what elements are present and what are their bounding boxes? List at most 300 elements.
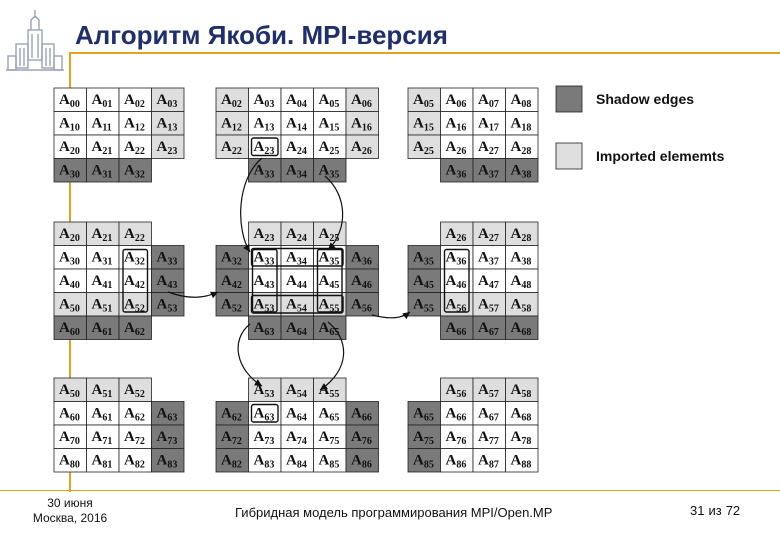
cell-label: $A_{65}$	[318, 405, 340, 424]
matrix-cell-owned	[119, 269, 152, 293]
cell-label: $A_{28}$	[510, 226, 532, 244]
cell-label: $A_{03}$	[156, 92, 178, 110]
matrix-cell-owned	[506, 425, 539, 449]
matrix-cell-owned	[473, 246, 506, 270]
cell-label: $A_{42}$	[221, 273, 242, 291]
matrix-cell-imported	[87, 378, 120, 402]
matrix-cell-shadow	[119, 316, 152, 340]
matrix-cell-imported	[216, 88, 249, 112]
cell-label: $A_{53}$	[156, 296, 178, 315]
cell-label: $A_{22}$	[124, 226, 145, 244]
matrix-cell-owned	[473, 269, 506, 293]
matrix-cell-owned	[54, 425, 87, 449]
matrix-cell-imported	[408, 112, 441, 136]
cell-label: $A_{56}$	[445, 382, 467, 400]
matrix-cell-shadow	[152, 425, 185, 449]
matrix-cell-imported	[249, 222, 282, 246]
matrix-cell-shadow	[506, 316, 539, 340]
cell-label: $A_{00}$	[59, 92, 80, 110]
cell-label: $A_{68}$	[510, 320, 532, 338]
cell-label: $A_{33}$	[253, 249, 275, 268]
cell-label: $A_{22}$	[124, 139, 145, 157]
matrix-cell-owned	[473, 135, 506, 159]
matrix-cell-owned	[249, 88, 282, 112]
matrix-cell-shadow	[119, 159, 152, 183]
cell-label: $A_{48}$	[510, 273, 532, 291]
footer-date-day: 30 июня	[47, 496, 93, 510]
legend-label: Imported elememts	[596, 148, 725, 164]
cell-label: $A_{72}$	[221, 429, 242, 447]
cell-label: $A_{53}$	[253, 382, 275, 400]
cell-label: $A_{51}$	[91, 296, 113, 315]
matrix-cell-shadow	[216, 246, 249, 270]
cell-label: $A_{50}$	[59, 382, 80, 400]
cell-label: $A_{57}$	[478, 382, 499, 400]
matrix-cell-owned	[506, 449, 539, 473]
cell-label: $A_{35}$	[318, 249, 340, 268]
matrix-cell-owned	[506, 246, 539, 270]
matrix-cell-owned	[119, 402, 152, 426]
matrix-cell-shadow	[408, 269, 441, 293]
cell-label: $A_{28}$	[510, 139, 532, 157]
matrix-cell-owned	[249, 269, 282, 293]
matrix-cell-shadow	[152, 402, 185, 426]
matrix-cell-owned	[54, 135, 87, 159]
matrix-cell-shadow	[473, 159, 506, 183]
matrix-cell-shadow	[408, 449, 441, 473]
footer-rule	[0, 490, 780, 491]
process-block-8	[216, 378, 379, 472]
cell-label: $A_{13}$	[156, 115, 178, 134]
cell-label: $A_{45}$	[318, 273, 340, 291]
matrix-cell-owned	[441, 402, 474, 426]
cell-label: $A_{85}$	[413, 452, 434, 471]
cell-label: $A_{63}$	[156, 405, 178, 424]
cell-label: $A_{71}$	[91, 429, 113, 447]
cell-label: $A_{13}$	[253, 115, 275, 134]
matrix-cell-shadow	[346, 246, 379, 270]
cell-label: $A_{36}$	[445, 249, 467, 268]
matrix-cell-shadow	[346, 269, 379, 293]
cell-label: $A_{54}$	[286, 382, 307, 400]
cell-label: $A_{26}$	[445, 139, 467, 157]
matrix-cell-imported	[506, 293, 539, 317]
matrix-cell-shadow	[216, 449, 249, 473]
matrix-cell-owned	[281, 449, 314, 473]
matrix-cell-shadow	[408, 246, 441, 270]
matrix-cell-imported	[249, 378, 282, 402]
matrix-cell-imported	[54, 293, 87, 317]
cell-label: $A_{65}$	[413, 405, 434, 424]
cell-label: $A_{83}$	[253, 452, 275, 471]
matrix-cell-owned	[473, 88, 506, 112]
process-block-5	[216, 222, 379, 340]
cell-label: $A_{53}$	[253, 296, 275, 315]
page-total: 72	[725, 503, 741, 518]
matrix-cell-owned	[54, 402, 87, 426]
matrix-cell-shadow	[249, 159, 282, 183]
matrix-cell-imported	[87, 222, 120, 246]
cell-label: $A_{43}$	[253, 273, 275, 291]
cell-label: $A_{83}$	[156, 452, 178, 471]
cell-label: $A_{78}$	[510, 429, 532, 447]
matrix-cell-shadow	[346, 402, 379, 426]
cell-label: $A_{54}$	[286, 296, 307, 315]
matrix-cell-owned	[506, 88, 539, 112]
matrix-cell-imported	[408, 135, 441, 159]
cell-label: $A_{23}$	[253, 139, 275, 157]
cell-label: $A_{18}$	[510, 115, 532, 134]
matrix-cell-owned	[249, 425, 282, 449]
cell-label: $A_{40}$	[59, 273, 80, 291]
cell-label: $A_{41}$	[91, 273, 113, 291]
matrix-cell-owned	[441, 449, 474, 473]
cell-label: $A_{27}$	[478, 139, 499, 157]
cell-label: $A_{21}$	[91, 139, 113, 157]
cell-label: $A_{77}$	[478, 429, 499, 447]
cell-label: $A_{30}$	[59, 162, 80, 181]
cell-label: $A_{75}$	[318, 429, 340, 447]
matrix-cell-owned	[473, 112, 506, 136]
cell-label: $A_{67}$	[478, 405, 499, 424]
matrix-cell-owned	[441, 425, 474, 449]
matrix-cell-shadow	[346, 293, 379, 317]
cell-label: $A_{56}$	[351, 296, 372, 315]
matrix-cell-owned	[441, 112, 474, 136]
cell-label: $A_{21}$	[91, 226, 113, 244]
cell-label: $A_{58}$	[510, 382, 532, 400]
matrix-cell-shadow	[216, 269, 249, 293]
cell-label: $A_{45}$	[413, 273, 434, 291]
cell-label: $A_{86}$	[351, 452, 372, 471]
cell-label: $A_{23}$	[253, 226, 275, 244]
matrix-cell-owned	[87, 269, 120, 293]
matrix-cell-shadow	[152, 293, 185, 317]
cell-label: $A_{06}$	[351, 92, 372, 110]
matrix-cell-shadow	[314, 159, 347, 183]
matrix-cell-shadow	[346, 425, 379, 449]
matrix-cell-owned	[473, 449, 506, 473]
matrix-cell-shadow	[281, 316, 314, 340]
cell-label: $A_{32}$	[221, 249, 242, 268]
matrix-cell-shadow	[216, 293, 249, 317]
cell-label: $A_{05}$	[318, 92, 340, 110]
matrix-cell-owned	[119, 425, 152, 449]
cell-label: $A_{35}$	[318, 162, 340, 181]
cell-label: $A_{31}$	[91, 162, 113, 181]
matrix-cell-owned	[87, 112, 120, 136]
cell-label: $A_{68}$	[510, 405, 532, 424]
cell-label: $A_{67}$	[478, 320, 499, 338]
cell-label: $A_{82}$	[221, 452, 242, 471]
matrix-cell-imported	[119, 378, 152, 402]
footer-course-title: Гибридная модель программирования MPI/Open.MP	[235, 505, 553, 520]
matrix-cell-shadow	[408, 293, 441, 317]
matrix-cell-owned	[441, 135, 474, 159]
matrix-cell-imported	[441, 222, 474, 246]
cell-label: $A_{24}$	[286, 139, 307, 157]
cell-label: $A_{10}$	[59, 115, 80, 134]
matrix-cell-shadow	[54, 159, 87, 183]
cell-label: $A_{25}$	[318, 226, 340, 244]
footer-page-number	[690, 503, 744, 518]
cell-label: $A_{25}$	[413, 139, 434, 157]
cell-label: $A_{20}$	[59, 139, 80, 157]
matrix-cell-owned	[87, 402, 120, 426]
matrix-cell-owned	[281, 112, 314, 136]
matrix-cell-imported	[473, 222, 506, 246]
cell-label: $A_{47}$	[478, 273, 499, 291]
cell-label: $A_{37}$	[478, 162, 499, 181]
cell-label: $A_{62}$	[221, 405, 242, 424]
cell-label: $A_{61}$	[91, 405, 113, 424]
cell-label: $A_{72}$	[124, 429, 145, 447]
cell-label: $A_{60}$	[59, 320, 80, 338]
matrix-cell-owned	[54, 449, 87, 473]
matrix-cell-owned	[281, 425, 314, 449]
matrix-cell-shadow	[281, 159, 314, 183]
matrix-cell-shadow	[473, 316, 506, 340]
matrix-cell-shadow	[408, 402, 441, 426]
matrix-cell-owned	[54, 88, 87, 112]
matrix-cell-owned	[314, 135, 347, 159]
cell-label: $A_{51}$	[91, 382, 113, 400]
matrix-cell-imported	[346, 135, 379, 159]
cell-label: $A_{04}$	[286, 92, 307, 110]
matrix-cell-shadow	[152, 449, 185, 473]
matrix-cell-imported	[281, 378, 314, 402]
matrix-cell-shadow	[87, 316, 120, 340]
cell-label: $A_{76}$	[351, 429, 372, 447]
matrix-cell-shadow	[216, 425, 249, 449]
matrix-cell-owned	[314, 88, 347, 112]
cell-label: $A_{37}$	[478, 249, 499, 268]
cell-label: $A_{55}$	[413, 296, 434, 315]
matrix-cell-owned	[506, 112, 539, 136]
cell-label: $A_{34}$	[286, 249, 307, 268]
cell-label: $A_{26}$	[351, 139, 372, 157]
cell-label: $A_{34}$	[286, 162, 307, 181]
cell-label: $A_{35}$	[413, 249, 434, 268]
cell-label: $A_{22}$	[221, 139, 242, 157]
matrix-cell-shadow	[441, 159, 474, 183]
matrix-cell-owned	[506, 269, 539, 293]
matrix-cell-imported	[152, 112, 185, 136]
matrix-cell-imported	[281, 222, 314, 246]
matrix-cell-owned	[87, 449, 120, 473]
cell-label: $A_{30}$	[59, 249, 80, 268]
matrix-cell-imported	[216, 112, 249, 136]
matrix-cell-owned	[54, 246, 87, 270]
legend-item	[556, 143, 725, 169]
matrix-cell-owned	[281, 269, 314, 293]
cell-label: $A_{58}$	[510, 296, 532, 315]
matrix-cell-owned	[314, 112, 347, 136]
cell-label: $A_{86}$	[445, 452, 467, 471]
matrix-cell-shadow	[216, 402, 249, 426]
footer-date	[0, 496, 140, 526]
matrix-cell-owned	[119, 135, 152, 159]
matrix-cell-owned	[314, 402, 347, 426]
cell-label: $A_{12}$	[124, 115, 145, 134]
cell-label: $A_{26}$	[445, 226, 467, 244]
matrix-cell-imported	[119, 222, 152, 246]
matrix-cell-owned	[473, 402, 506, 426]
matrix-cell-owned	[473, 425, 506, 449]
matrix-cell-owned	[249, 112, 282, 136]
matrix-cell-imported	[54, 222, 87, 246]
cell-label: $A_{33}$	[253, 162, 275, 181]
matrix-cell-imported	[346, 88, 379, 112]
matrix-cell-imported	[152, 135, 185, 159]
matrix-cell-owned	[119, 449, 152, 473]
matrix-cell-shadow	[249, 316, 282, 340]
matrix-cell-owned	[249, 449, 282, 473]
process-block-1	[54, 88, 184, 182]
matrix-cell-owned	[54, 112, 87, 136]
matrix-cell-owned	[119, 112, 152, 136]
cell-label: $A_{16}$	[445, 115, 467, 134]
cell-label: $A_{05}$	[413, 92, 434, 110]
matrix-cell-owned	[54, 269, 87, 293]
matrix-cell-imported	[87, 293, 120, 317]
cell-label: $A_{08}$	[510, 92, 532, 110]
cell-label: $A_{62}$	[124, 320, 145, 338]
matrix-cell-shadow	[314, 316, 347, 340]
matrix-cell-imported	[506, 378, 539, 402]
matrix-cell-imported	[216, 135, 249, 159]
cell-label: $A_{01}$	[91, 92, 113, 110]
cell-label: $A_{17}$	[478, 115, 499, 134]
cell-label: $A_{16}$	[351, 115, 372, 134]
cell-label: $A_{66}$	[445, 405, 467, 424]
cell-label: $A_{44}$	[286, 273, 307, 291]
cell-label: $A_{81}$	[91, 452, 113, 471]
cell-label: $A_{42}$	[124, 273, 145, 291]
cell-label: $A_{38}$	[510, 162, 532, 181]
matrix-cell-owned	[441, 88, 474, 112]
cell-label: $A_{80}$	[59, 452, 80, 471]
cell-label: $A_{64}$	[286, 405, 307, 424]
cell-label: $A_{57}$	[478, 296, 499, 315]
cell-label: $A_{74}$	[286, 429, 307, 447]
cell-label: $A_{65}$	[318, 320, 340, 338]
cell-label: $A_{23}$	[156, 139, 178, 157]
matrix-cell-owned	[314, 449, 347, 473]
cell-label: $A_{46}$	[351, 273, 372, 291]
matrix-cell-shadow	[87, 159, 120, 183]
cell-label: $A_{03}$	[253, 92, 275, 110]
cell-label: $A_{73}$	[156, 429, 178, 447]
matrix-cell-owned	[87, 88, 120, 112]
legend-swatch	[556, 143, 582, 169]
cell-label: $A_{20}$	[59, 226, 80, 244]
cell-label: $A_{38}$	[510, 249, 532, 268]
cell-label: $A_{52}$	[124, 296, 145, 315]
cell-label: $A_{60}$	[59, 405, 80, 424]
cell-label: $A_{70}$	[59, 429, 80, 447]
cell-label: $A_{75}$	[413, 429, 434, 447]
matrix-cell-owned	[281, 88, 314, 112]
cell-label: $A_{63}$	[253, 320, 275, 338]
cell-label: $A_{32}$	[124, 249, 145, 268]
matrix-cell-imported	[54, 378, 87, 402]
cell-label: $A_{63}$	[253, 405, 275, 424]
matrix-cell-imported	[408, 88, 441, 112]
cell-label: $A_{12}$	[221, 115, 242, 134]
matrix-cell-imported	[152, 88, 185, 112]
cell-label: $A_{52}$	[124, 382, 145, 400]
cell-label: $A_{55}$	[318, 382, 340, 400]
cell-label: $A_{02}$	[124, 92, 145, 110]
process-block-9	[408, 378, 538, 472]
page-current: 31	[690, 503, 705, 518]
matrix-cell-owned	[314, 269, 347, 293]
cell-label: $A_{02}$	[221, 92, 242, 110]
cell-label: $A_{36}$	[445, 162, 467, 181]
process-block-6	[408, 222, 538, 340]
matrix-cell-owned	[506, 402, 539, 426]
cell-label: $A_{62}$	[124, 405, 145, 424]
cell-label: $A_{15}$	[318, 115, 340, 134]
cell-label: $A_{46}$	[445, 273, 467, 291]
matrix-cell-owned	[441, 269, 474, 293]
matrix-cell-shadow	[54, 316, 87, 340]
cell-label: $A_{14}$	[286, 115, 307, 134]
footer-date-place: Москва, 2016	[32, 511, 108, 525]
legend-swatch	[556, 86, 582, 112]
cell-label: $A_{84}$	[286, 452, 307, 471]
cell-label: $A_{76}$	[445, 429, 467, 447]
matrix-cell-imported	[441, 378, 474, 402]
cell-label: $A_{36}$	[351, 249, 372, 268]
cell-label: $A_{31}$	[91, 249, 113, 268]
process-block-7	[54, 378, 184, 472]
cell-label: $A_{73}$	[253, 429, 275, 447]
matrix-cell-owned	[87, 135, 120, 159]
cell-label: $A_{43}$	[156, 273, 178, 291]
matrix-cell-owned	[314, 425, 347, 449]
cell-label: $A_{64}$	[286, 320, 307, 338]
process-block-4	[54, 222, 184, 340]
cell-label: $A_{33}$	[156, 249, 178, 268]
cell-label: $A_{87}$	[478, 452, 499, 471]
matrix-cell-imported	[506, 222, 539, 246]
cell-label: $A_{88}$	[510, 452, 532, 471]
process-block-3	[408, 88, 538, 182]
cell-label: $A_{85}$	[318, 452, 340, 471]
matrix-cell-shadow	[346, 449, 379, 473]
cell-label: $A_{07}$	[478, 92, 499, 110]
matrix-cell-owned	[87, 246, 120, 270]
cell-label: $A_{56}$	[445, 296, 467, 315]
matrix-cell-owned	[281, 135, 314, 159]
legend-label: Shadow edges	[596, 91, 695, 107]
legend-item	[556, 86, 694, 112]
cell-label: $A_{06}$	[445, 92, 467, 110]
matrix-cell-imported	[473, 293, 506, 317]
cell-label: $A_{82}$	[124, 452, 145, 471]
matrix-cell-shadow	[408, 425, 441, 449]
matrix-cell-owned	[281, 402, 314, 426]
matrix-cell-shadow	[152, 269, 185, 293]
matrix-cell-owned	[119, 88, 152, 112]
cell-label: $A_{11}$	[91, 115, 112, 134]
matrix-cell-imported	[346, 112, 379, 136]
cell-label: $A_{61}$	[91, 320, 113, 338]
cell-label: $A_{52}$	[221, 296, 242, 315]
matrix-cell-shadow	[441, 316, 474, 340]
